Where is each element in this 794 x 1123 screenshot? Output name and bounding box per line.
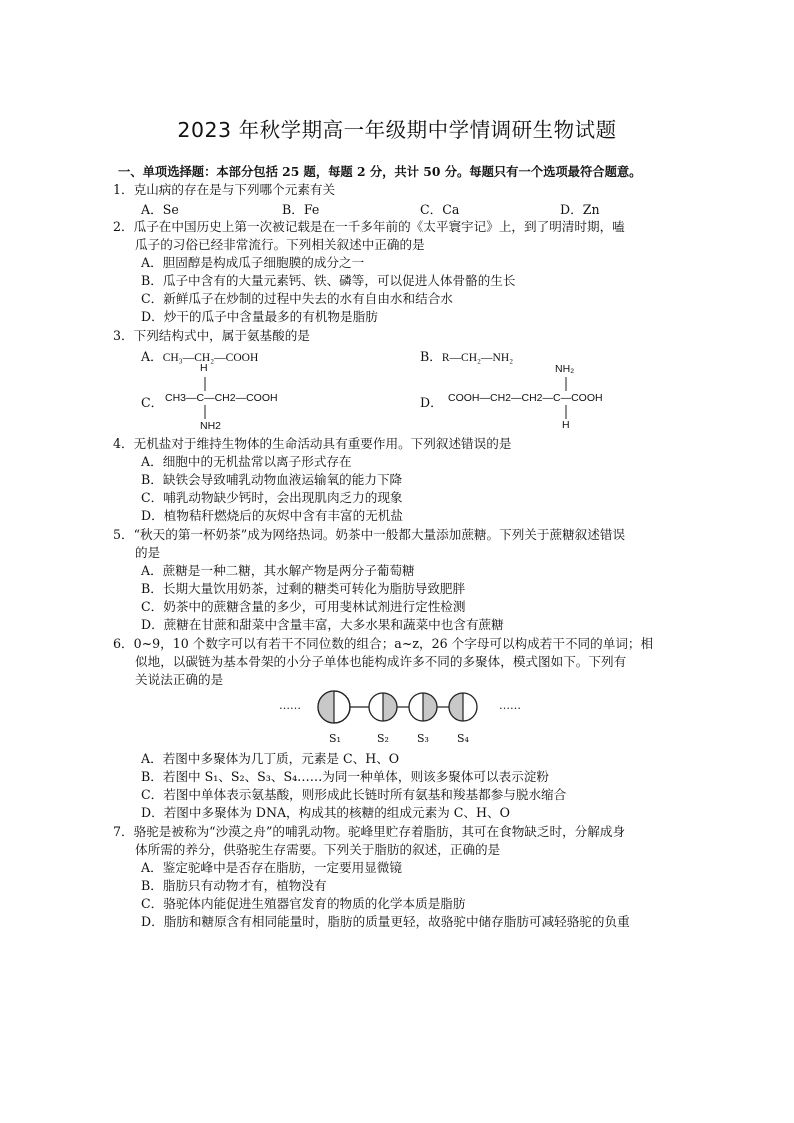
q6-option-c: C．若图中单体表示氨基酸，则形成此长链时所有氨基和羧基都参与脱水缩合 bbox=[141, 787, 567, 802]
q5-option-c: C．奶茶中的蔗糖含量的多少，可用斐林试剂进行定性检测 bbox=[141, 599, 466, 614]
question-1-stem: 1．克山病的存在是与下列哪个元素有关 bbox=[113, 182, 336, 197]
q2-option-b: B．瓜子中含有的大量元素钙、铁、磷等，可以促进人体骨骼的生长 bbox=[141, 273, 516, 288]
q3-option-a-formula: CH₃—CH₂—COOH bbox=[162, 352, 259, 364]
q3-option-b-formula: R—CH₂—NH₂ bbox=[441, 352, 514, 364]
page-title: 2023 年秋学期高一年级期中学情调研生物试题 bbox=[177, 118, 617, 142]
monomer-label-s2: S₂ bbox=[377, 732, 389, 745]
question-6-stem: 6．0~9，10 个数字可以有若干不同位数的组合；a~z，26 个字母可以构成若干不同的单词；相 bbox=[113, 636, 654, 651]
q2-option-c: C．新鲜瓜子在炒制的过程中失去的水有自由水和结合水 bbox=[141, 291, 453, 306]
q7-option-c: C．骆驼体内能促进生殖器官发育的物质的化学本质是脂肪 bbox=[141, 896, 466, 911]
monomer-s3-shape bbox=[409, 693, 437, 721]
q5-option-b: B．长期大量饮用奶茶，过剩的糖类可转化为脂肪导致肥胖 bbox=[141, 581, 466, 596]
polymer-dots-right: …… bbox=[499, 699, 521, 712]
section-header: 一、单项选择题：本部分包括 25 题，每题 2 分，共计 50 分。每题只有一个选项最符合题意。 bbox=[118, 164, 642, 179]
polymer-chain-diagram bbox=[312, 688, 492, 728]
q2-option-d: D．炒干的瓜子中含量最多的有机物是脂肪 bbox=[141, 309, 378, 324]
question-5-stem: 5．“秋天的第一杯奶茶”成为网络热词。奶茶中一般都大量添加蔗糖。下列关于蔗糖叙述错误 bbox=[113, 527, 626, 542]
q1-option-a: A．Se bbox=[141, 202, 179, 217]
q3-option-d-label: D． bbox=[420, 395, 443, 410]
question-4-stem: 4．无机盐对于维持生物体的生命活动具有重要作用。下列叙述错误的是 bbox=[113, 436, 512, 451]
q6-option-b: B．若图中 S₁、S₂、S₃、S₄……为同一种单体，则该多聚体可以表示淀粉 bbox=[141, 769, 549, 784]
q5-option-d: D．蔗糖在甘蔗和甜菜中含量丰富，大多水果和蔬菜中也含有蔗糖 bbox=[141, 617, 504, 632]
question-6-stem-cont-1: 似地，以碳链为基本骨架的小分子单体也能构成许多不同的多聚体，模式图如下。下列有 bbox=[135, 654, 627, 669]
q4-option-a: A．细胞中的无机盐常以离子形式存在 bbox=[141, 454, 352, 469]
q3-c-bottom-group: NH2 bbox=[200, 420, 222, 432]
q3-d-bottom-atom: H bbox=[562, 419, 570, 431]
q3-d-top-group: NH₂ bbox=[555, 363, 575, 375]
q3-c-bottom-bond bbox=[204, 405, 206, 419]
q6-option-d: D．若图中多聚体为 DNA，构成其的核糖的组成元素为 C、H、O bbox=[141, 805, 510, 820]
q3-option-b bbox=[420, 346, 513, 365]
q4-option-c: C．哺乳动物缺少钙时，会出现肌肉乏力的现象 bbox=[141, 490, 403, 505]
q3-option-a-label: A． bbox=[141, 349, 163, 364]
q1-option-c: C．Ca bbox=[420, 202, 460, 217]
question-7-stem: 7．骆驼是被称为“沙漠之舟”的哺乳动物。驼峰里贮存着脂肪，其可在食物缺乏时，分解成身 bbox=[113, 824, 626, 839]
question-7-stem-cont: 体所需的养分，供骆驼生存需要。下列关于脂肪的叙述，正确的是 bbox=[135, 842, 501, 857]
q4-option-b: B．缺铁会导致哺乳动物血液运输氧的能力下降 bbox=[141, 472, 403, 487]
monomer-label-s3: S₃ bbox=[417, 732, 429, 745]
q3-c-main-chain: CH3—C—CH2—COOH bbox=[165, 392, 278, 404]
q3-c-top-bond bbox=[204, 377, 206, 391]
polymer-dots-left: …… bbox=[279, 699, 301, 712]
q7-option-d: D．脂肪和糖原含有相同能量时，脂肪的质量更轻，故骆驼中储存脂肪可减轻骆驼的负重 bbox=[141, 914, 630, 929]
monomer-label-s1: S₁ bbox=[329, 732, 341, 745]
question-2-stem-cont: 瓜子的习俗已经非常流行。下列相关叙述中正确的是 bbox=[135, 237, 425, 252]
q5-option-a: A．蔗糖是一种二糖，其水解产物是两分子葡萄糖 bbox=[141, 563, 415, 578]
question-6-stem-cont-2: 关说法正确的是 bbox=[135, 672, 224, 687]
question-5-stem-cont: 的是 bbox=[135, 545, 161, 560]
q1-option-d: D．Zn bbox=[560, 202, 600, 217]
q4-option-d: D．植物秸秆燃烧后的灰烬中含有丰富的无机盐 bbox=[141, 508, 403, 523]
monomer-label-s4: S₄ bbox=[457, 732, 469, 745]
q7-option-a: A．鉴定驼峰中是否存在脂肪，一定要用显微镜 bbox=[141, 860, 402, 875]
q3-d-main-chain: COOH—CH2—CH2—C—COOH bbox=[448, 392, 603, 404]
q6-option-a: A．若图中多聚体为几丁质，元素是 C、H、O bbox=[141, 751, 400, 766]
q3-d-top-bond bbox=[565, 377, 567, 391]
monomer-s1-shape bbox=[318, 691, 350, 723]
q3-d-bottom-bond bbox=[565, 405, 567, 419]
monomer-s2-shape bbox=[369, 693, 397, 721]
monomer-s4-shape bbox=[449, 693, 477, 721]
q1-option-b: B．Fe bbox=[282, 202, 320, 217]
question-2-stem: 2．瓜子在中国历史上第一次被记载是在一千多年前的《太平寰宇记》上，到了明清时期，嗑 bbox=[113, 219, 625, 234]
q3-c-top-atom: H bbox=[200, 362, 208, 374]
q3-option-c-label: C． bbox=[141, 395, 164, 410]
question-3-stem: 3．下列结构式中，属于氨基酸的是 bbox=[113, 328, 310, 343]
q7-option-b: B．脂肪只有动物才有，植物没有 bbox=[141, 878, 327, 893]
q3-option-b-label: B． bbox=[420, 349, 442, 364]
q2-option-a: A．胆固醇是构成瓜子细胞膜的成分之一 bbox=[141, 255, 365, 270]
